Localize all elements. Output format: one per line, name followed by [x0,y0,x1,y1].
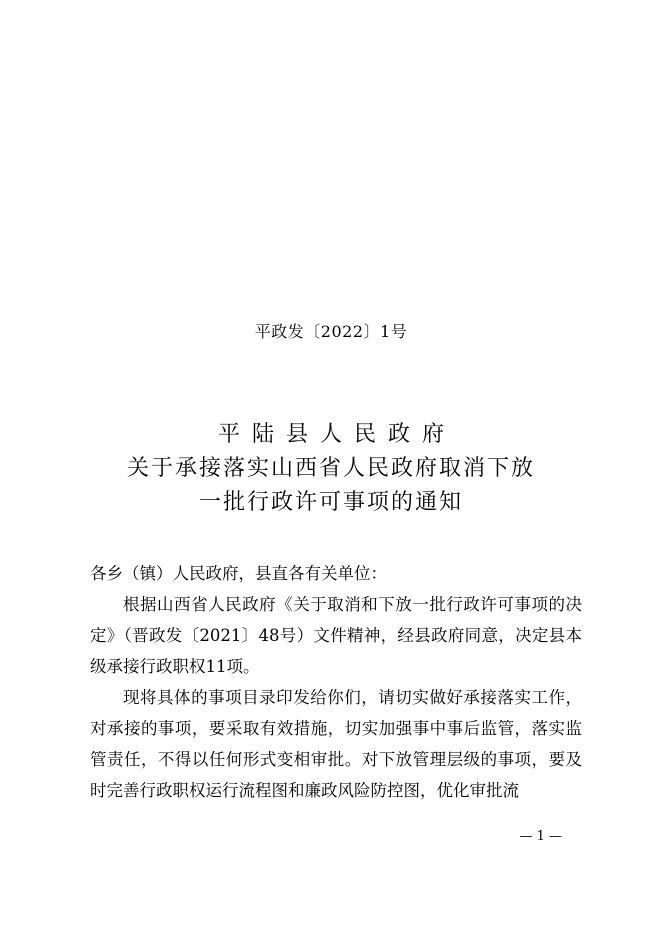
title-subject-line1: 关于承接落实山西省人民政府取消下放 [126,456,535,481]
page-number: — 1 — [519,829,562,844]
body-paragraph-2: 现将具体的事项目录印发给你们，请切实做好承接落实工作，对承接的事项，要采取有效措施，切实加强事中事后监管，落实监管责任，不得以任何形式变相审批。对下放管理层级的事项，要及时完善行政职权运行流程图和廉政风险防控图，优化审批流 [90,688,582,800]
salutation: 各乡（镇）人民政府，县直各有关单位： [90,564,387,583]
title-subject-line2: 一批行政许可事项的通知 [198,490,463,515]
document-number: 平政发〔2022〕1号 [254,322,408,341]
body-paragraph-1: 根据山西省人民政府《关于取消和下放一批行政许可事项的决定》（晋政发〔2021〕48号）文件精神，经县政府同意，决定县本级承接行政职权11项。 [90,595,582,676]
document-title [0,418,662,520]
document-body [90,558,582,806]
title-issuer: 平陆县人民政府 [217,422,456,447]
